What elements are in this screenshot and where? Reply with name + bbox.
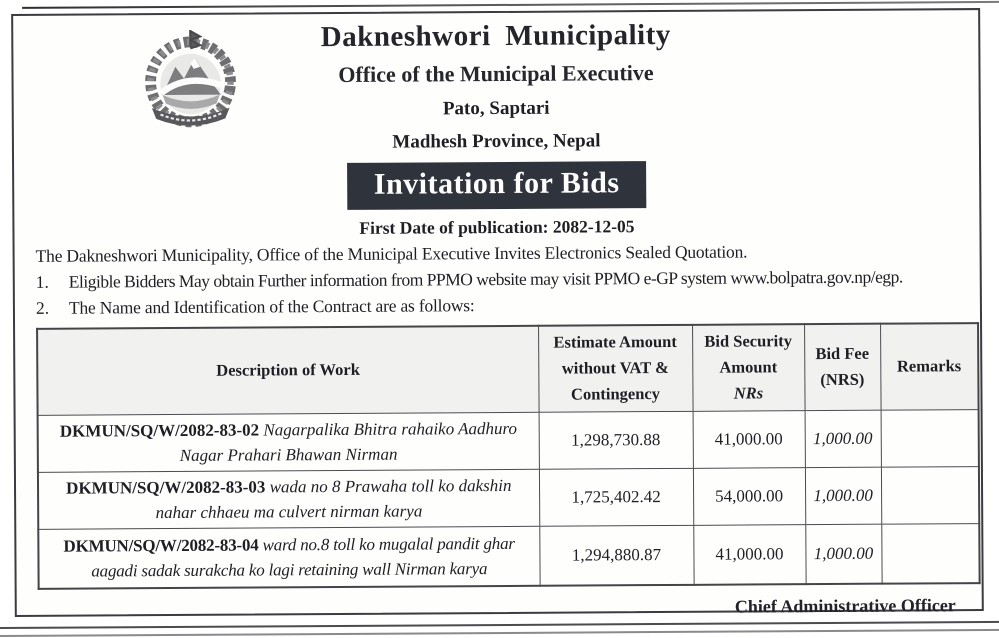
- scan-edge-line-bottom-2: [0, 629, 999, 637]
- work-description: ward no.8 toll ko mugalal pandit ghar aagadi sadak surakcha ko lagi retaining wall Nirman karya: [91, 533, 515, 581]
- publication-date: First Date of publication: 2082-12-05: [359, 216, 635, 238]
- bid-security-cell: 41,000.00: [693, 410, 805, 468]
- office-subtitle: Office of the Municipal Executive: [338, 60, 654, 87]
- estimate-amount-cell: 1,298,730.88: [539, 411, 693, 469]
- contract-id: DKMUN/SQ/W/2082-83-02: [59, 419, 260, 441]
- col-header-remarks: Remarks: [880, 323, 979, 410]
- col-header-security: Bid Security Amount NRs: [692, 324, 805, 411]
- contracts-table: [36, 322, 981, 590]
- table-row: [38, 409, 979, 472]
- table-row: [38, 466, 979, 529]
- province-line: Madhesh Province, Nepal: [392, 130, 601, 153]
- bid-security-cell: 41,000.00: [693, 524, 805, 585]
- col-header-estimate: Estimate Amount without VAT & Contingency: [538, 325, 693, 412]
- numbered-item-1: 1. Eligible Bidders May obtain Further information from PPMO website may visit PPMO e-GP system www.bolpatra.gov.np/egp.: [35, 266, 903, 292]
- invitation-banner: Invitation for Bids: [347, 161, 647, 210]
- document-frame: [11, 8, 984, 617]
- location-line: Pato, Saptari: [442, 97, 550, 120]
- table-header-row: [37, 323, 979, 415]
- col-header-fee: Bid Fee (NRS): [804, 324, 881, 410]
- col-header-description: Description of Work: [37, 326, 539, 415]
- bid-security-cell: 54,000.00: [693, 467, 805, 525]
- table-row: [38, 523, 979, 589]
- bid-fee-cell: 1,000.00: [805, 410, 881, 467]
- scan-edge-line-top: [22, 1, 999, 9]
- numbered-item-2: 2. The Name and Identification of the Contract are as follows:: [35, 295, 475, 318]
- bid-fee-cell: 1,000.00: [805, 524, 881, 584]
- signature-line: Chief Administrative Officer: [734, 595, 956, 617]
- remarks-cell: [881, 523, 979, 584]
- bid-fee-cell: 1,000.00: [805, 467, 881, 524]
- contract-id: DKMUN/SQ/W/2082-83-04: [63, 535, 259, 556]
- estimate-amount-cell: 1,725,402.42: [539, 468, 693, 526]
- contract-id: DKMUN/SQ/W/2082-83-03: [66, 476, 266, 498]
- work-description: wada no 8 Prawaha toll ko dakshin nahar chhaeu ma culvert nirman karya: [155, 475, 512, 522]
- security-unit: NRs: [733, 383, 764, 403]
- remarks-cell: [881, 466, 979, 524]
- nepal-coat-of-arms-icon: [133, 28, 248, 137]
- work-description: Nagarpalika Bhitra rahaiko Aadhuro Nagar Prahari Bhawan Nirman: [179, 418, 518, 465]
- estimate-amount-cell: 1,294,880.87: [539, 525, 693, 586]
- scan-edge-line-bottom-1: [0, 621, 999, 629]
- work-description-cell: [38, 469, 539, 529]
- intro-paragraph: The Dakneshwori Municipality, Office of the Municipal Executive Invites Electronics Sealed Quotation.: [35, 241, 748, 266]
- remarks-cell: [881, 409, 979, 467]
- work-description-cell: [38, 412, 539, 472]
- municipality-title: Dakneshwori Municipality: [320, 18, 671, 54]
- work-description-cell: [38, 526, 539, 589]
